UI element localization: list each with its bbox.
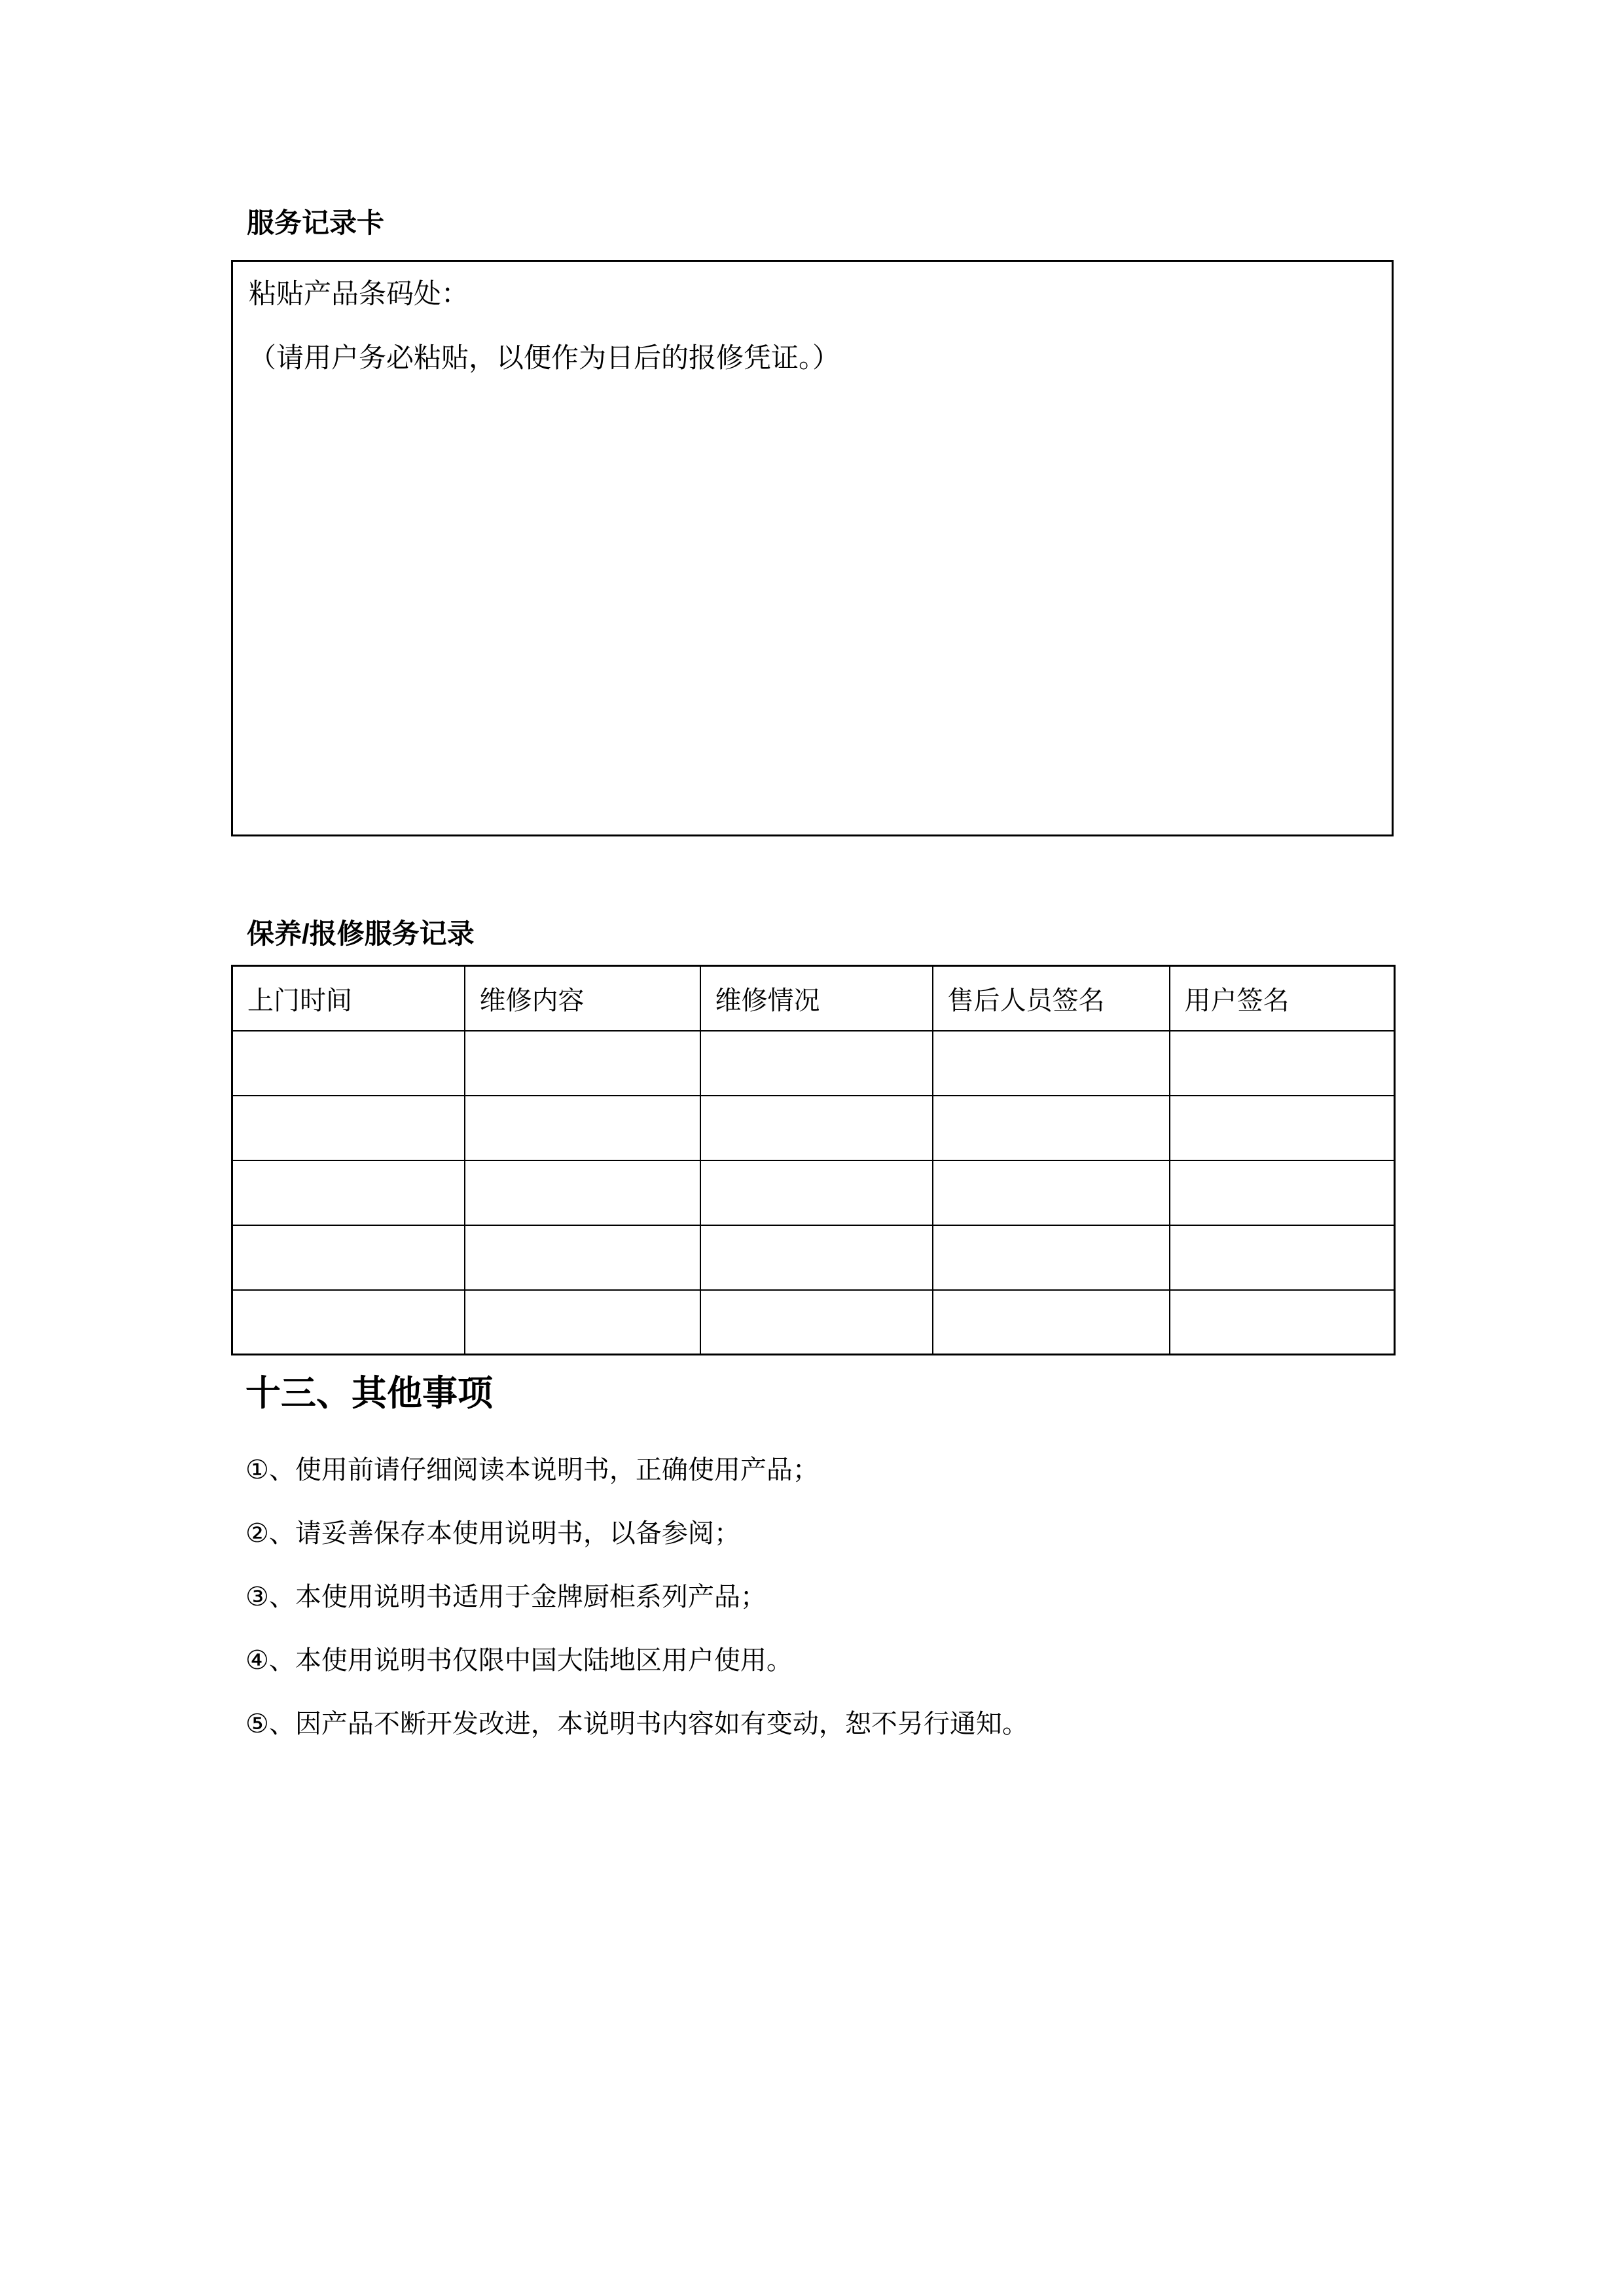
other-notes-list (231, 1457, 1475, 1774)
barcode-box-label: 粘贴产品条码处： (249, 278, 469, 309)
table-row (232, 1031, 1395, 1096)
barcode-paste-box (231, 260, 1394, 836)
table-cell (232, 1096, 465, 1160)
table-row (232, 1160, 1395, 1225)
table-cell (465, 1096, 700, 1160)
table-cell (933, 1096, 1170, 1160)
table-header-row (232, 966, 1395, 1031)
service-record-title: 保养/报修服务记录 (247, 918, 475, 949)
table-cell (700, 1096, 933, 1160)
barcode-box-note: （请用户务必粘贴，以便作为日后的报修凭证。） (249, 342, 840, 374)
table-cell (465, 1160, 700, 1225)
column-header-user-signature: 用户签名 (1170, 966, 1395, 1031)
table-row (232, 1290, 1395, 1355)
table-row (232, 1225, 1395, 1290)
column-header-repair-status: 维修情况 (700, 966, 933, 1031)
other-notes-heading: 十三、其他事项 (245, 1374, 493, 1413)
table-cell (1170, 1290, 1395, 1355)
note-item-5: ⑤、因产品不断开发改进，本说明书内容如有变动，恕不另行通知。 (245, 1710, 1028, 1738)
table-cell (700, 1031, 933, 1096)
table-cell (1170, 1031, 1395, 1096)
table-cell (1170, 1225, 1395, 1290)
column-header-staff-signature: 售后人员签名 (933, 966, 1170, 1031)
column-header-repair-content: 维修内容 (465, 966, 700, 1031)
table-cell (232, 1031, 465, 1096)
table-cell (465, 1290, 700, 1355)
table-cell (465, 1225, 700, 1290)
table-cell (1170, 1160, 1395, 1225)
table-cell (700, 1225, 933, 1290)
table-cell (232, 1225, 465, 1290)
note-item-2: ②、请妥善保存本使用说明书，以备参阅； (245, 1519, 740, 1548)
table-cell (232, 1160, 465, 1225)
service-card-title: 服务记录卡 (247, 207, 385, 238)
note-item-3: ③、本使用说明书适用于金牌厨柜系列产品； (245, 1583, 767, 1611)
table-cell (933, 1290, 1170, 1355)
service-record-table (231, 965, 1396, 1355)
table-cell (933, 1160, 1170, 1225)
column-header-visit-time: 上门时间 (232, 966, 465, 1031)
table-cell (700, 1290, 933, 1355)
table-cell (933, 1225, 1170, 1290)
note-item-4: ④、本使用说明书仅限中国大陆地区用户使用。 (245, 1646, 793, 1675)
table-row (232, 1096, 1395, 1160)
table-cell (700, 1160, 933, 1225)
table-cell (1170, 1096, 1395, 1160)
table-cell (465, 1031, 700, 1096)
table-cell (933, 1031, 1170, 1096)
table-cell (232, 1290, 465, 1355)
note-item-1: ①、使用前请仔细阅读本说明书，正确使用产品； (245, 1456, 819, 1484)
